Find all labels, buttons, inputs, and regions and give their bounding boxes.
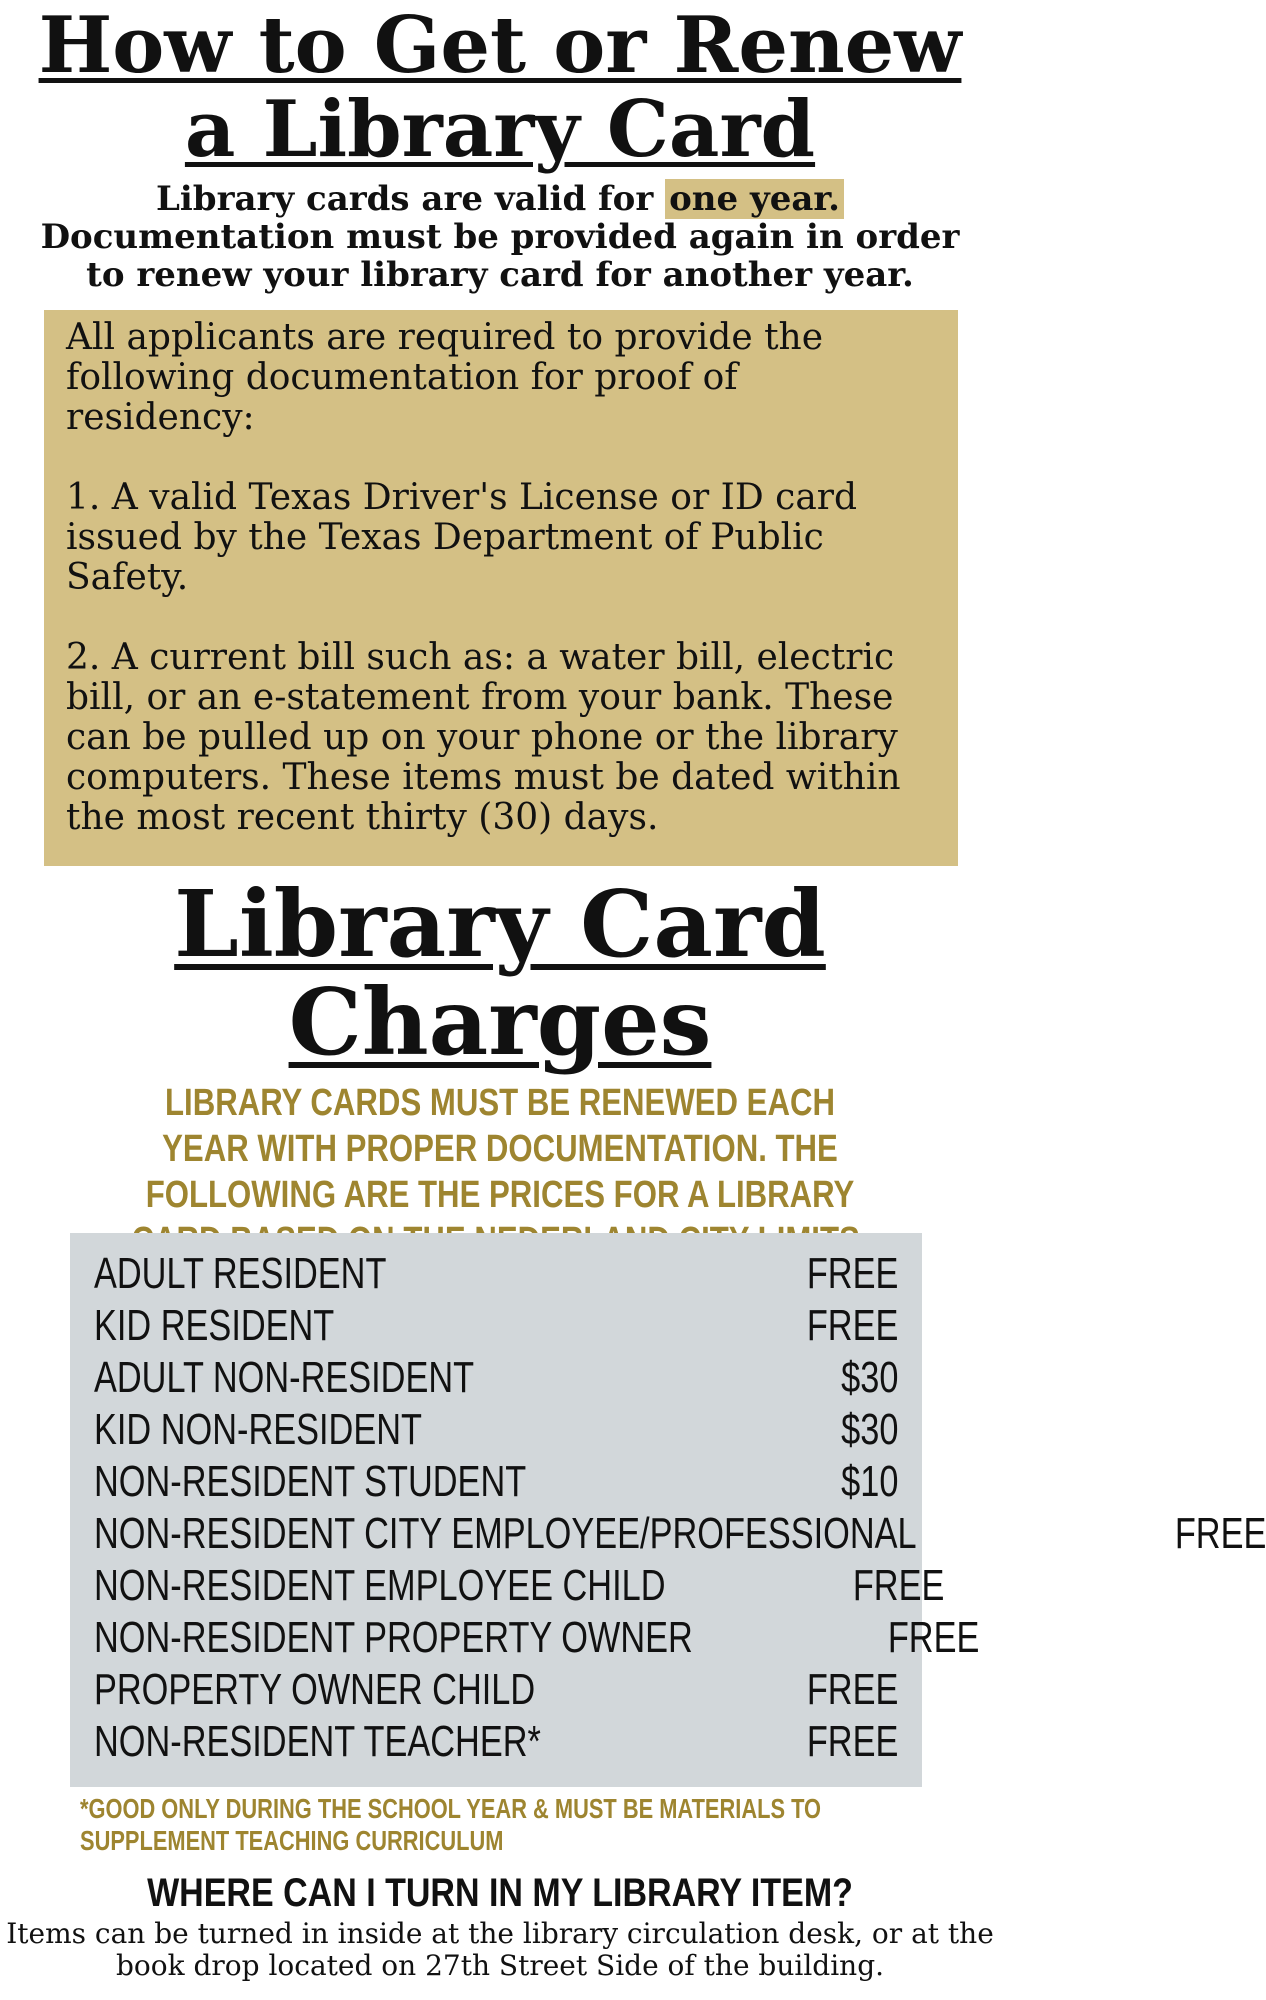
price-row-label: ADULT NON-RESIDENT	[94, 1353, 475, 1402]
price-row-label: ADULT RESIDENT	[94, 1249, 387, 1298]
return-body: Items can be turned in inside at the library circulation desk, or at the book drop located on 27th Street Side of the building.	[6, 1917, 994, 1982]
intro-text	[30, 180, 970, 294]
charges-title: Library Card Charges	[174, 870, 826, 1076]
intro-line-validity	[30, 180, 970, 218]
intro-line-renew: Documentation must be provided again in order to renew your library card for another year.	[40, 217, 960, 295]
price-row	[94, 1612, 980, 1664]
price-table	[70, 1233, 1266, 1787]
price-row	[94, 1352, 898, 1404]
price-row-value: FREE	[806, 1717, 898, 1766]
return-title: WHERE CAN I TURN IN MY LIBRARY ITEM?	[147, 1871, 853, 1915]
price-row-label: KID RESIDENT	[94, 1301, 335, 1350]
price-row-value: FREE	[852, 1561, 945, 1610]
charges-note: LIBRARY CARDS MUST BE RENEWED EACH YEAR WITH PROPER DOCUMENTATION. THE FOLLOWING ARE THE PRICES FOR A LIBRARY	[145, 1082, 855, 1216]
page-title: How to Get or Renew a Library Card	[38, 0, 962, 175]
teacher-footnote: *GOOD ONLY DURING THE SCHOOL YEAR & MUST BE MATERIALS TO SUPPLEMENT TEACHING CURRICULUM	[80, 1793, 822, 1856]
requirement-item-bill: 2. A current bill such as: a water bill, electric bill, or an e-statement from your bank. These can be pulled up on your phone or the library computers. These items must be dated within the most recent thirty (30) days.	[66, 637, 901, 838]
price-row-label: PROPERTY OWNER CHILD	[94, 1665, 536, 1714]
requirement-item-id: 1. A valid Texas Driver's License or ID card issued by the Texas Department of Public Safety.	[66, 477, 858, 598]
price-row-value: FREE	[806, 1301, 898, 1350]
price-row	[94, 1716, 898, 1768]
price-row-value: FREE	[806, 1665, 898, 1714]
price-row	[94, 1560, 945, 1612]
price-row-label: NON-RESIDENT TEACHER*	[94, 1717, 541, 1766]
price-row-label: NON-RESIDENT CITY EMPLOYEE/PROFESSIONAL	[94, 1509, 917, 1558]
price-row-label: KID NON-RESIDENT	[94, 1405, 422, 1454]
price-row	[94, 1664, 898, 1716]
requirements-lead: All applicants are required to provide the following documentation for proof of residency:	[66, 317, 824, 438]
price-row	[94, 1456, 898, 1508]
price-row-value: $30	[840, 1353, 898, 1402]
price-row-value: FREE	[806, 1249, 898, 1298]
intro-validity-prefix: Library cards are valid for	[155, 179, 666, 219]
price-row-label: NON-RESIDENT PROPERTY OWNER	[94, 1613, 693, 1662]
price-row	[94, 1300, 898, 1352]
price-row-label: NON-RESIDENT STUDENT	[94, 1457, 527, 1506]
price-row-value: FREE	[887, 1613, 980, 1662]
price-row-value: $10	[840, 1457, 898, 1506]
intro-validity-highlight: one year.	[665, 179, 844, 219]
price-row-value: FREE	[1174, 1509, 1266, 1558]
price-row	[94, 1508, 1266, 1560]
price-row-value: $30	[840, 1405, 898, 1454]
price-row	[94, 1404, 898, 1456]
requirements-box	[44, 310, 958, 866]
price-row-label: NON-RESIDENT EMPLOYEE CHILD	[94, 1561, 666, 1610]
price-row	[94, 1248, 898, 1300]
